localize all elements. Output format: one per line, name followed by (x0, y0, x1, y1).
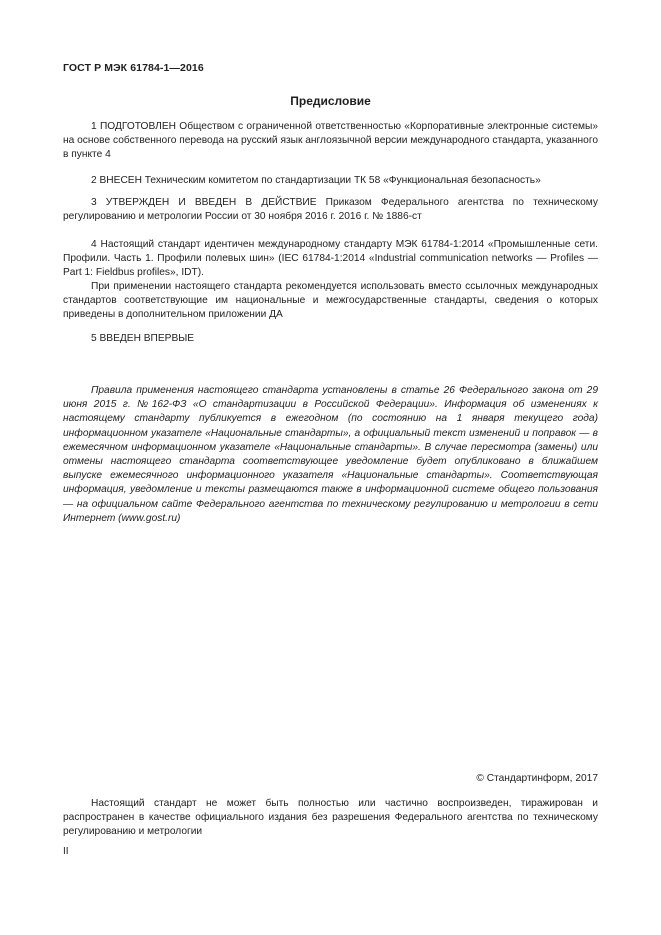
paragraph-4-application: При применении настоящего стандарта рекомендуется использовать вместо ссылочных международных стандартов соответствующие им национальные и межгосударственные стандарты, сведения о которых приведены в дополнительном приложении ДА (63, 281, 598, 321)
paragraph-5-first-introduced: 5 ВВЕДЕН ВПЕРВЫЕ (91, 333, 195, 344)
paragraph-3-approved: 3 УТВЕРЖДЕН И ВВЕДЕН В ДЕЙСТВИЕ Приказом Федерального агентства по техническому регулированию и метрологии России от 30 ноября 2016 г. 2016 г. № 1886-ст (63, 197, 598, 223)
copyright-line: © Стандартинформ, 2017 (476, 773, 598, 784)
reproduction-notice: Настоящий стандарт не может быть полностью или частично воспроизведен, тиражирован и распространен в качестве официального издания без разрешения Федерального агентства по техническому регулированию и метрологии (63, 798, 598, 838)
page-title: Предисловие (290, 94, 371, 108)
application-rules-notice: Правила применения настоящего стандарта установлены в статье 26 Федерального закона от 29 июня 2015 г. №162-ФЗ «О стандартизации в Российской Федерации». Информация об изменениях к настоящему стандарту публикуется в ежегодном (по состоянию на 1 января текущего года) информационном указателе «Национальные стандарты», а официальный текст изменений и поправок — в ежемесячном информационном указателе «Национальные стандарты». В случае пересмотра (замены) или отмены настоящего стандарта соответствующее уведомление будет опубликовано в ближайшем выпуске ежемесячного информационного указателя «Национальные стандарты». Соответствующая информация, уведомление и тексты размещаются также в информационной системе общего пользования — на официальном сайте Федерального агентства по техническому регулированию и метрологии в сети Интернет (www.gost.ru) (63, 385, 598, 524)
page-number: II (63, 846, 69, 857)
paragraph-2-introduced: 2 ВНЕСЕН Техническим комитетом по стандартизации ТК 58 «Функциональная безопасность» (91, 175, 541, 186)
paragraph-1-prepared: 1 ПОДГОТОВЛЕН Обществом с ограниченной ответственностью «Корпоративные электронные системы» на основе собственного перевода на русский язык англоязычной версии международного стандарта, указанного в пункте 4 (63, 121, 598, 161)
standard-header: ГОСТ Р МЭК 61784-1—2016 (63, 62, 204, 74)
paragraph-4-identity: 4 Настоящий стандарт идентичен международному стандарту МЭК 61784-1:2014 «Промышленные сети. Профили. Часть 1. Профили полевых шин» (IEC 61784-1:2014 «Industrial communication networks — Profiles — Part 1: Fieldbus profiles», IDT). (63, 239, 598, 279)
